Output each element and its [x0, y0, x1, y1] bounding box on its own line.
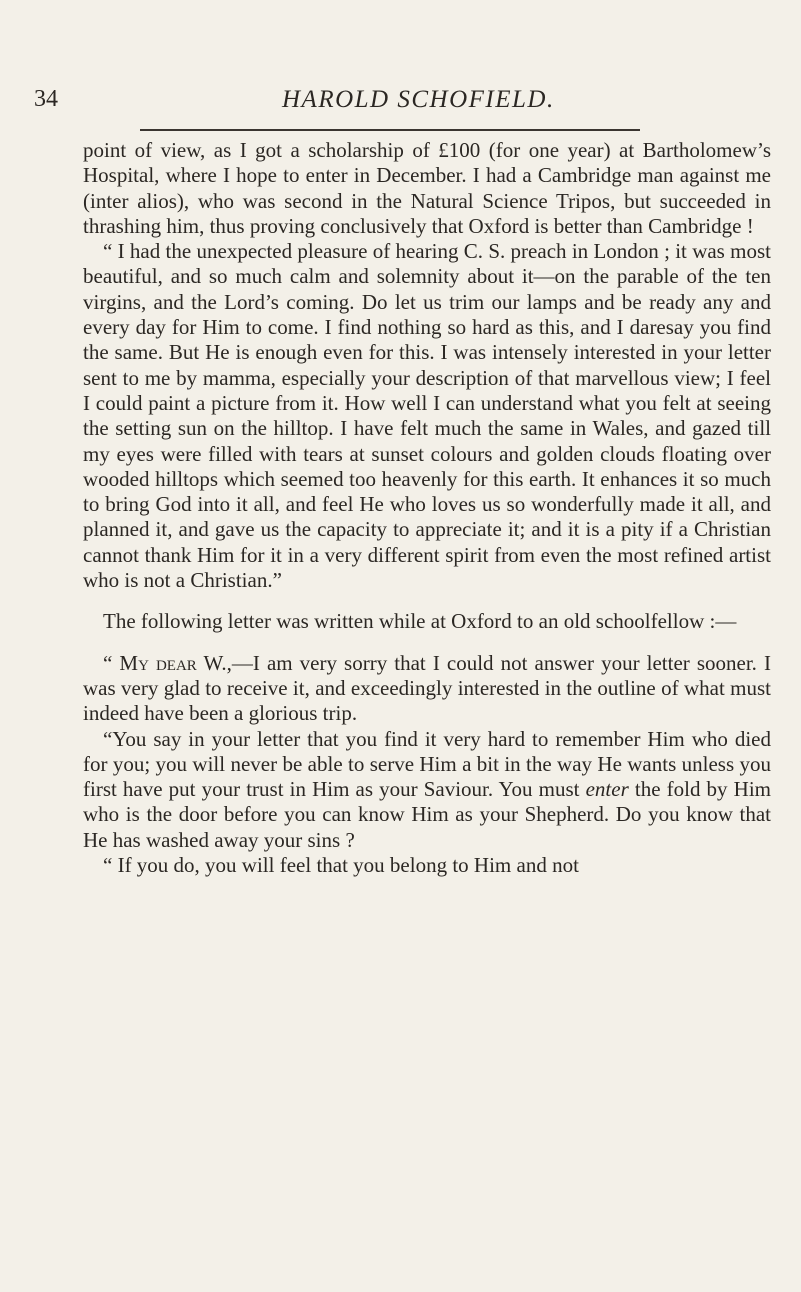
paragraph-6: “ If you do, you will feel that you belong to Him and not — [103, 853, 579, 878]
paragraph-5-text-a: “You say in your letter that you find it very hard to remember Him who died for you; you will never be able to serve Him a bit in the way He wants unless you first have put your trust in Him as your Saviour. You must — [83, 726, 771, 802]
page-header — [30, 86, 770, 126]
paragraph-4 — [83, 651, 771, 727]
header-rule — [140, 129, 640, 131]
paragraph-5-text-b: the fold by Him who is the door before you can know Him as your Shepherd. Do you know that He has washed away your sins ? — [83, 777, 771, 852]
page-number: 34 — [34, 86, 58, 112]
page-body — [83, 138, 771, 878]
paragraph-4-text: W.,—I am very sorry that I could not answer your letter sooner. I was very glad to receive it, and exceedingly interested in the outline of what must indeed have been a glorious trip. — [83, 650, 771, 726]
paragraph-1: point of view, as I got a scholarship of £100 (for one year) at Bartholomew’s Hospital, where I hope to enter in December. I had a Cambridge man against me (inter alios), who was second in the Natural Science Tripos, but succeeded in thrashing him, thus proving conclusively that Oxford is better than Cambridge ! — [83, 138, 771, 238]
running-title: HAROLD SCHOFIELD. — [282, 86, 555, 113]
open-quote: “ — [103, 650, 120, 675]
salutation: My dear — [119, 650, 197, 675]
paragraph-3: The following letter was written while at Oxford to an old schoolfellow :— — [103, 609, 737, 634]
emphasis-enter: enter — [585, 777, 629, 802]
paragraph-5 — [83, 727, 771, 853]
paragraph-2: “ I had the unexpected pleasure of hearing C. S. preach in London ; it was most beautiful, and so much calm and solemnity about it—on the parable of the ten virgins, and the Lord’s coming. Do let us trim our lamps and be ready any and every day for Him to come. I find nothing so hard as this, and I daresay you find the same. But He is enough even for this. I was intensely interested in your letter sent to me by mamma, especially your description of that marvellous view; I feel I could paint a picture from it. How well I can understand what you felt at seeing the setting sun on the hilltop. I have felt much the same in Wales, and gazed till my eyes were filled with tears at sunset colours and golden clouds floating over wooded hilltops which seemed too heavenly for this earth. It enhances it so much to bring God into it all, and feel He who loves us so wonderfully made it all, and planned it, and gave us the capacity to appreciate it; and it is a pity if a Christian cannot thank Him for it in a very different spirit from even the most refined artist who is not a Christian.” — [83, 239, 771, 593]
